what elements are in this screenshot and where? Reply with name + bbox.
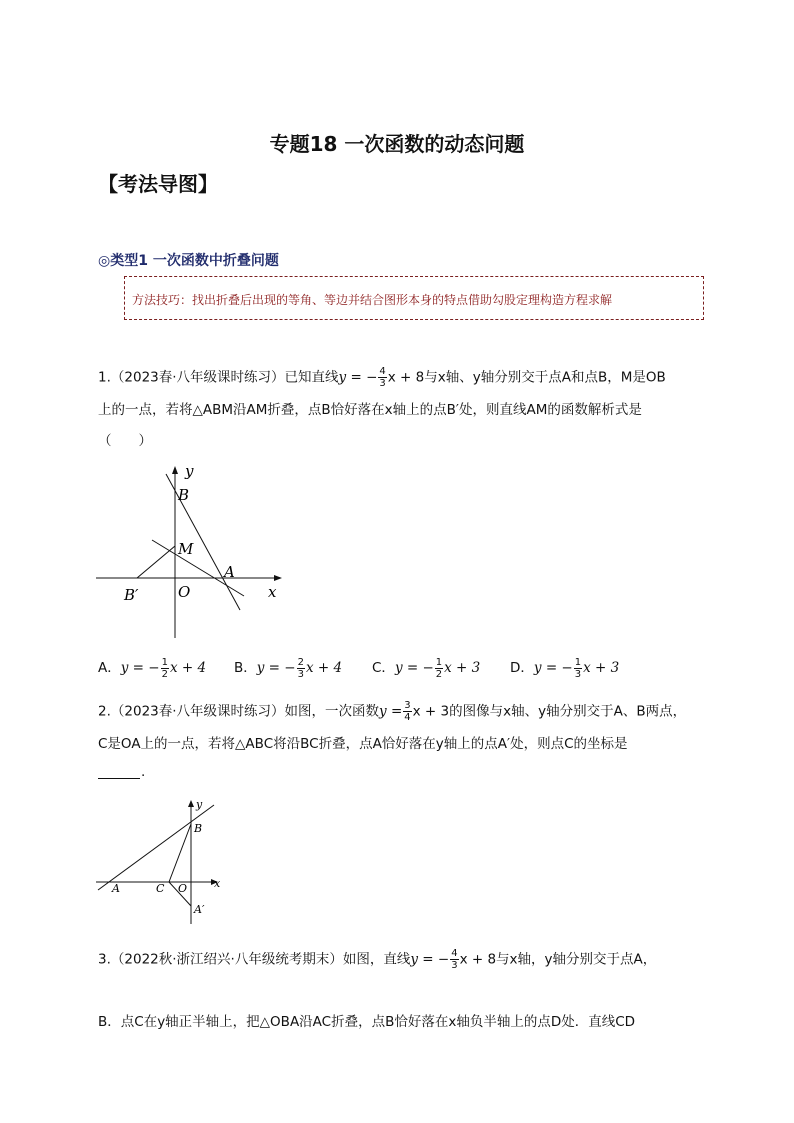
q2-text-a: 如图，一次函数 <box>284 703 380 720</box>
q1-option-c-frac <box>435 657 443 680</box>
q2-period: . <box>141 764 146 780</box>
q1-option-a[interactable] <box>98 656 206 680</box>
q2-text-b: x + 3的图像与x轴、y轴分别交于A、B两点， <box>412 703 687 720</box>
q3-fraction <box>450 948 458 971</box>
q1-option-d-post: x + 3 <box>583 660 620 676</box>
q1-fraction <box>378 366 386 389</box>
q2-line-AB <box>98 805 214 890</box>
q2-line-CB <box>169 824 191 882</box>
q1-x-arrow <box>274 575 282 581</box>
q1-option-b-label: B． <box>234 660 257 676</box>
q2-source: （2023春·八年级课时练习） <box>110 703 285 720</box>
q1-option-d-den: 3 <box>574 668 582 680</box>
q3-text-a: 如图，直线 <box>342 951 411 968</box>
q1-option-c-post: x + 3 <box>444 660 481 676</box>
q2-label-x: x <box>214 877 221 890</box>
q1-label-Bprime: B′ <box>124 586 139 604</box>
q2-label-Aprime: A′ <box>194 903 205 916</box>
q1-option-b-den: 3 <box>297 668 304 680</box>
q3-frac-num: 4 <box>451 948 458 959</box>
q2-label-B: B <box>194 822 203 835</box>
q1-option-b-post: x + 4 <box>305 660 343 676</box>
q1-option-d-pre: y = − <box>533 660 573 676</box>
q1-option-d-label: D． <box>510 660 534 676</box>
q2-line1 <box>98 700 686 723</box>
q1-line2: 上的一点，若将△ABM沿AM折叠，点B恰好落在x轴上的点B′处，则直线AM的函数解析式是 <box>98 402 642 418</box>
q1-y-eq: y = − <box>338 369 378 386</box>
q3-source: （2022秋·浙江绍兴·八年级统考期末） <box>110 951 343 968</box>
q2-label-C: C <box>156 882 165 895</box>
q1-label-y: y <box>185 462 194 480</box>
q3-text-b: x + 8与x轴，y轴分别交于点A， <box>459 951 657 968</box>
q1-frac-den: 3 <box>379 378 386 389</box>
q3-line2: B．点C在y轴正半轴上，把△OBA沿AC折叠，点B恰好落在x轴负半轴上的点D处．直线CD <box>98 1014 636 1030</box>
q1-line1 <box>98 366 666 389</box>
q1-source: （2023春·八年级课时练习） <box>110 369 285 386</box>
q1-option-b-frac <box>297 657 305 680</box>
q2-frac-num: 3 <box>404 700 411 711</box>
q1-option-d-num: 1 <box>574 656 582 668</box>
q2-answer-blank[interactable] <box>98 778 140 779</box>
q2-frac-den: 4 <box>404 712 411 723</box>
q1-option-a-frac <box>161 657 169 680</box>
q1-option-a-num: 1 <box>161 656 168 668</box>
q1-option-a-post: x + 4 <box>169 660 207 676</box>
q1-line-BpM <box>137 546 175 578</box>
q1-label-M: M <box>178 540 194 558</box>
q2-fraction <box>403 700 411 723</box>
q2-line2: C是OA上的一点，若将△ABC将沿BC折叠，点A恰好落在y轴上的点A′处，则点C的坐标是 <box>98 736 628 752</box>
q1-option-c-pre: y = − <box>394 660 434 676</box>
q1-label-B: B <box>178 486 190 504</box>
q1-y-arrow <box>172 466 178 474</box>
q1-option-a-den: 2 <box>161 668 168 680</box>
q1-option-b-pre: y = − <box>256 660 296 676</box>
q2-y-eq: y = <box>379 703 403 720</box>
q3-y-eq: y = − <box>410 951 450 968</box>
q3-number: 3. <box>98 951 111 968</box>
q1-figure <box>90 460 290 645</box>
q2-label-A: A <box>112 882 120 895</box>
q1-option-c-den: 2 <box>435 668 443 680</box>
section-heading: 【考法导图】 <box>98 172 218 196</box>
q1-option-d[interactable] <box>510 656 619 680</box>
q1-number: 1. <box>98 369 111 386</box>
q1-option-a-label: A． <box>98 660 121 676</box>
q1-option-d-frac <box>574 657 582 680</box>
q1-option-c-label: C． <box>372 660 395 676</box>
q1-label-A: A <box>224 563 235 581</box>
type1-heading: ◎类型1 一次函数中折叠问题 <box>98 253 279 269</box>
q1-option-b-num: 2 <box>297 656 304 668</box>
q1-label-O: O <box>178 583 191 601</box>
q2-label-O: O <box>178 882 188 895</box>
q3-line1 <box>98 948 656 971</box>
q1-text-b: x + 8与x轴、y轴分别交于点A和点B，M是OB <box>387 369 666 386</box>
q1-option-c[interactable] <box>372 656 480 680</box>
q1-answer-paren: （ ） <box>98 433 152 449</box>
q1-option-b[interactable] <box>234 656 342 680</box>
q1-text-a: 已知直线 <box>284 369 339 386</box>
page-title: 专题18 一次函数的动态问题 <box>269 132 525 156</box>
q1-option-a-pre: y = − <box>120 660 160 676</box>
q1-option-c-num: 1 <box>435 656 443 668</box>
q2-figure <box>92 796 232 926</box>
q2-y-arrow <box>188 800 194 807</box>
q1-frac-num: 4 <box>379 366 386 377</box>
q1-label-x: x <box>268 583 277 601</box>
method-tip-text: 方法技巧：找出折叠后出现的等角、等边并结合图形本身的特点借助勾股定理构造方程求解 <box>132 293 613 307</box>
q2-label-y: y <box>196 798 203 811</box>
q3-frac-den: 3 <box>451 960 458 971</box>
q2-number: 2. <box>98 703 111 720</box>
